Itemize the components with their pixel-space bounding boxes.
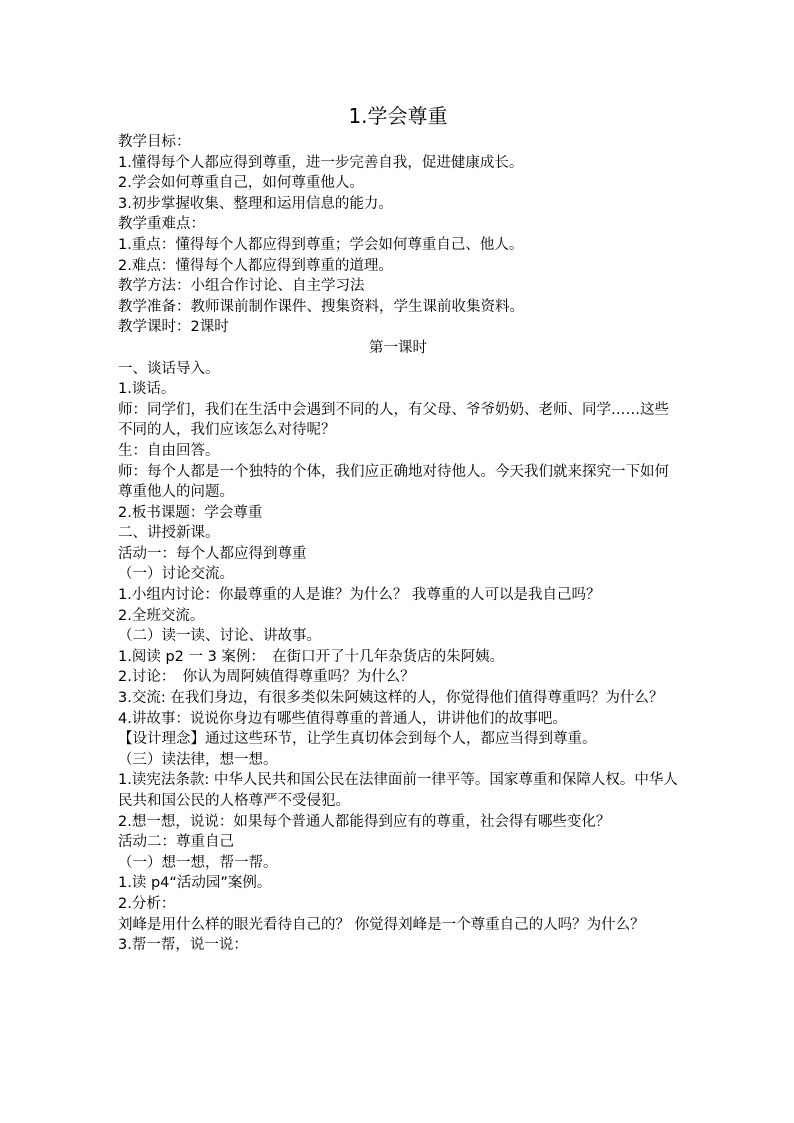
text-line: 师：同学们，我们在生活中会遇到不同的人，有父母、爷爷奶奶、老师、同学……这些不同的人，我们应该怎么对待呢？ — [118, 401, 669, 439]
text-line: （三）读法律，想一想。 — [118, 751, 278, 768]
text-line: 2.板书课题：学会尊重 — [118, 504, 263, 521]
text-line: 3.交流: 在我们身边，有很多类似朱阿姨这样的人，你觉得他们值得尊重吗？为什么？ — [118, 690, 664, 707]
document-title: 1.学会尊重 — [348, 104, 448, 128]
text-line: 一、谈话导入。 — [118, 360, 220, 377]
text-line: 4.讲故事：说说你身边有哪些值得尊重的普通人，讲讲他们的故事吧。 — [118, 710, 567, 727]
text-line: （一）讨论交流。 — [118, 566, 234, 583]
text-line: 师：每个人都是一个独特的个体，我们应正确地对待他人。今天我们就来探究一下如何尊重他人的问题。 — [118, 463, 669, 501]
text-line: 1.阅读 p2 一 3 案例： 在街口开了十几年杂货店的朱阿姨。 — [118, 648, 505, 665]
text-line: （二）读一读、讨论、讲故事。 — [118, 628, 321, 645]
text-line: 2.分析： — [118, 895, 176, 912]
text-line: 【设计理念】通过这些环节，让学生真切体会到每个人，都应当得到尊重。 — [118, 731, 597, 748]
text-line: 活动二：尊重自己 — [118, 834, 234, 851]
text-line: 教学课时：2课时 — [118, 319, 229, 336]
text-line: 1.小组内讨论：你最尊重的人是谁？为什么？ 我尊重的人可以是我自己吗？ — [118, 587, 601, 604]
text-line: 3.初步掌握收集、整理和运用信息的能力。 — [118, 195, 393, 212]
text-line: 活动一：每个人都应得到尊重 — [118, 545, 307, 562]
text-line: 2.难点：懂得每个人都应得到尊重的道理。 — [118, 257, 393, 274]
text-line: 教学方法：小组合作讨论、自主学习法 — [118, 278, 365, 295]
text-line: 1.读宪法条款: 中华人民共和国公民在法律面前一律平等。国家尊重和保障人权。中华人民共和国公民的人格尊严不受侵犯。 — [118, 772, 678, 809]
text-line: 教学重难点： — [118, 216, 205, 233]
section-heading: 第一课时 — [369, 339, 427, 356]
text-line: 教学准备：教师课前制作课件、搜集资料，学生课前收集资料。 — [118, 298, 524, 315]
text-line: 生：自由回答。 — [118, 442, 220, 459]
text-line: 二、讲授新课。 — [118, 525, 220, 542]
text-line: 2.讨论： 你认为周阿姨值得尊重吗？为什么？ — [118, 669, 415, 686]
text-line: 1.读 p4“活动园”案例。 — [118, 875, 272, 892]
text-line: 2.全班交流。 — [118, 607, 205, 624]
text-line: 1.懂得每个人都应得到尊重，进一步完善自我，促进健康成长。 — [118, 154, 524, 171]
text-line: 刘峰是用什么样的眼光看待自己的？ 你觉得刘峰是一个尊重自己的人吗？为什么？ — [118, 916, 645, 933]
text-line: 2.学会如何尊重自己，如何尊重他人。 — [118, 175, 364, 192]
text-line: 2.想一想，说说：如果每个普通人都能得到应有的尊重，社会得有哪些变化？ — [118, 813, 611, 830]
text-line: 1.谈话。 — [118, 381, 176, 398]
text-line: 3.帮一帮，说一说： — [118, 937, 248, 954]
text-line: （一）想一想，帮一帮。 — [118, 854, 278, 871]
text-line: 1.重点：懂得每个人都应得到尊重；学会如何尊重自己、他人。 — [118, 236, 524, 253]
document-page — [118, 100, 678, 956]
text-line: 教学目标： — [118, 134, 191, 150]
